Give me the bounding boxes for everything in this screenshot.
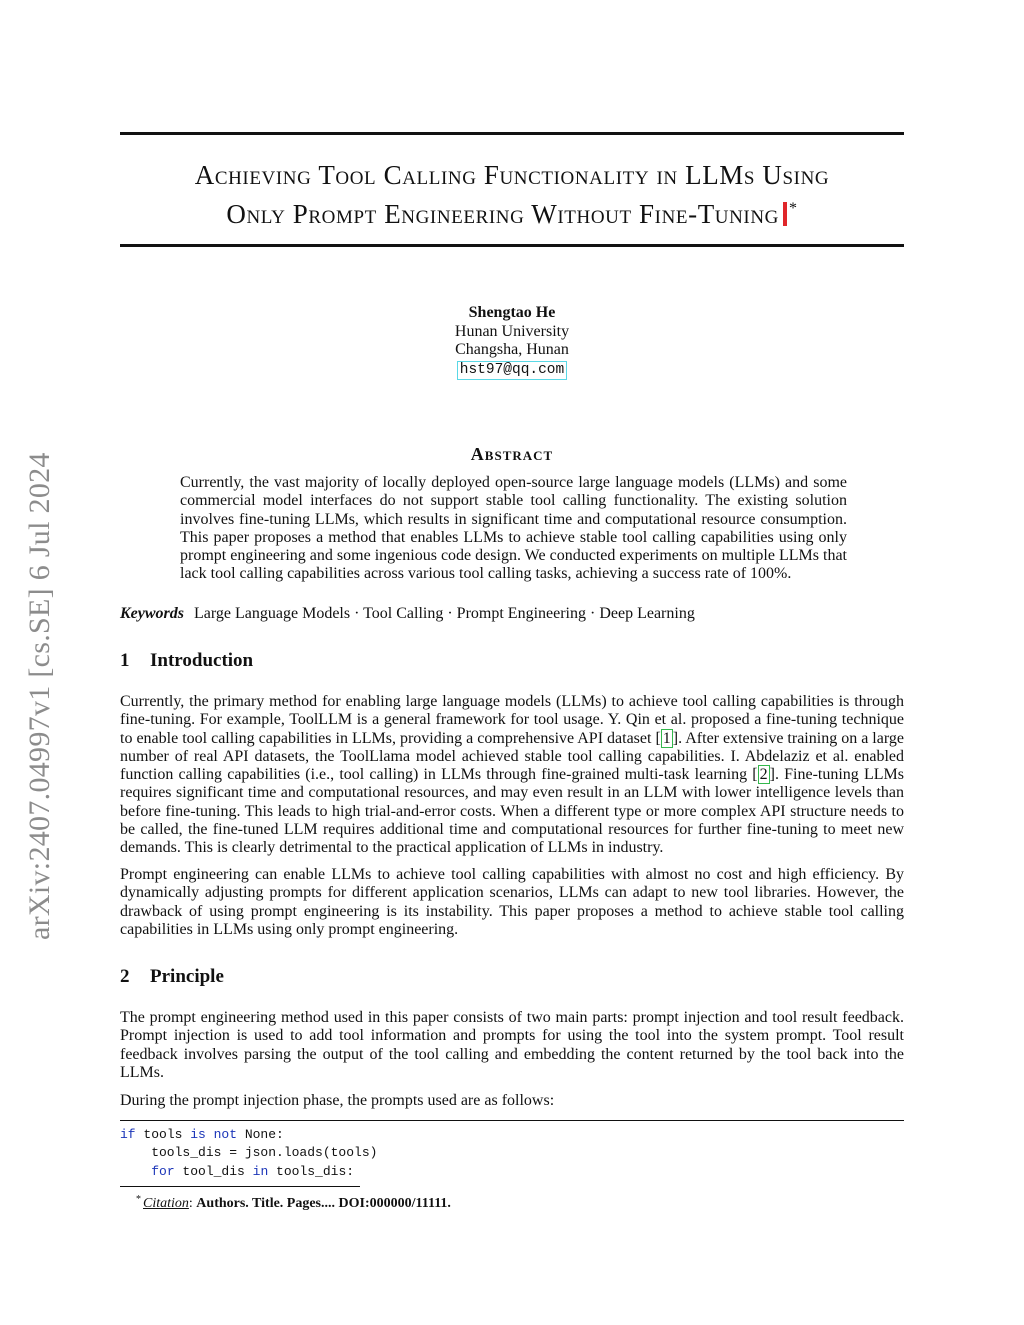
- author-name: Shengtao He: [468, 304, 556, 321]
- title-line-1: Achieving Tool Calling Functionality in LLMs Using: [194, 160, 830, 190]
- introduction-paragraph-1: Currently, the primary method for enabling large language models (LLMs) to achieve tool calling capabilities is through fine-tuning. For example, ToolLLM is a general framework for tool usage. Y. Qin et al. proposed a fine-tuning technique to enable tool calling capabilities in LLMs, providing a comprehensive API dataset [ 1 ]. After extensive training on a large number of real API datasets, the ToolLlama model achieved stable tool calling capabilities. I. Abdelaziz et al. enabled function calling capabilities (i.e., tool calling) in LLMs through fine-grained multi-task learning [ 2 ]. Fine-tuning LLMs requires significant time and computational resources, and may even result in an LLM with lower intelligence levels than before fine-tuning. This leads to high trial-and-error costs. When a different type or more complex API structure needs to be called, the fine-tuned LLM requires additional time and computational resources for further fine-tuning to meet new demands. This is clearly detrimental to the practical application of LLMs in industry.: [120, 693, 904, 857]
- paper-title: [120, 158, 904, 231]
- arxiv-identifier-stamp: arXiv:2407.04997v1 [cs.SE] 6 Jul 2024: [23, 452, 56, 940]
- keywords-line: [120, 604, 695, 623]
- title-line-2: Only Prompt Engineering Without Fine-Tuning *: [226, 199, 798, 229]
- keywords-text: Large Language Models · Tool Calling · Prompt Engineering · Deep Learning: [194, 605, 695, 622]
- footnote: * Citation: Authors. Title. Pages.... DOI:000000/11111.: [136, 1194, 451, 1211]
- footnote-rule: [120, 1186, 360, 1187]
- section-number: 2: [120, 966, 130, 987]
- red-tag-marker: [783, 202, 787, 226]
- principle-paragraph-2: During the prompt injection phase, the prompts used are as follows:: [120, 1092, 555, 1109]
- title-top-rule: [120, 132, 904, 135]
- citation-link-2[interactable]: 2: [759, 766, 768, 784]
- section-title: Principle: [150, 966, 224, 987]
- abstract-text: Currently, the vast majority of locally deployed open-source large language models (LLMs) and some commercial model interfaces do not support stable tool calling functionality. The existing solution involves fine-tuning LLMs, which results in significant time and computational resource consumption. This paper proposes a method that enables LLMs to achieve stable tool calling capabilities using only prompt engineering and some ingenious code design. We conducted experiments on multiple LLMs that lack tool calling capabilities across various tool calling tasks, achieving a success rate of 100%.: [180, 474, 847, 583]
- section-number: 1: [120, 650, 130, 671]
- section-title: Introduction: [150, 650, 254, 671]
- author-block: [312, 304, 712, 380]
- footnote-text: Authors. Title. Pages.... DOI:000000/11111.: [196, 1196, 451, 1211]
- section-heading-principle: [120, 966, 224, 988]
- citation-link-1[interactable]: 1: [662, 729, 671, 747]
- principle-paragraph-1: The prompt engineering method used in this paper consists of two main parts: prompt injection and tool result feedback. Prompt injection is used to add tool information and prompts for using the tool into the system prompt. Tool result feedback involves parsing the output of the tool calling and embedding the content returned by the tool back into the LLMs.: [120, 1009, 904, 1081]
- section-heading-introduction: [120, 650, 253, 672]
- author-location: Changsha, Hunan: [455, 341, 569, 358]
- title-footnote-mark[interactable]: *: [789, 200, 798, 217]
- author-email-link[interactable]: hst97@qq.com: [457, 361, 567, 380]
- introduction-paragraph-2: Prompt engineering can enable LLMs to achieve tool calling capabilities with almost no cost and high efficiency. By dynamically adjusting prompts for different application scenarios, LLMs can adapt to new tool libraries. However, the drawback of using prompt engineering is its instability. This paper proposes a method to achieve stable tool calling capabilities in LLMs using only prompt engineering.: [120, 866, 904, 938]
- footnote-label: Citation: [143, 1196, 189, 1211]
- footnote-mark: *: [136, 1194, 141, 1205]
- code-listing: if tools is not None: tools_dis = json.loads(tools) for tool_dis in tools_dis:: [120, 1127, 378, 1179]
- keywords-label: Keywords: [120, 605, 184, 622]
- title-bottom-rule: [120, 244, 904, 247]
- author-affiliation: Hunan University: [454, 322, 570, 340]
- code-top-rule: [120, 1120, 904, 1121]
- abstract-heading: Abstract: [470, 444, 554, 464]
